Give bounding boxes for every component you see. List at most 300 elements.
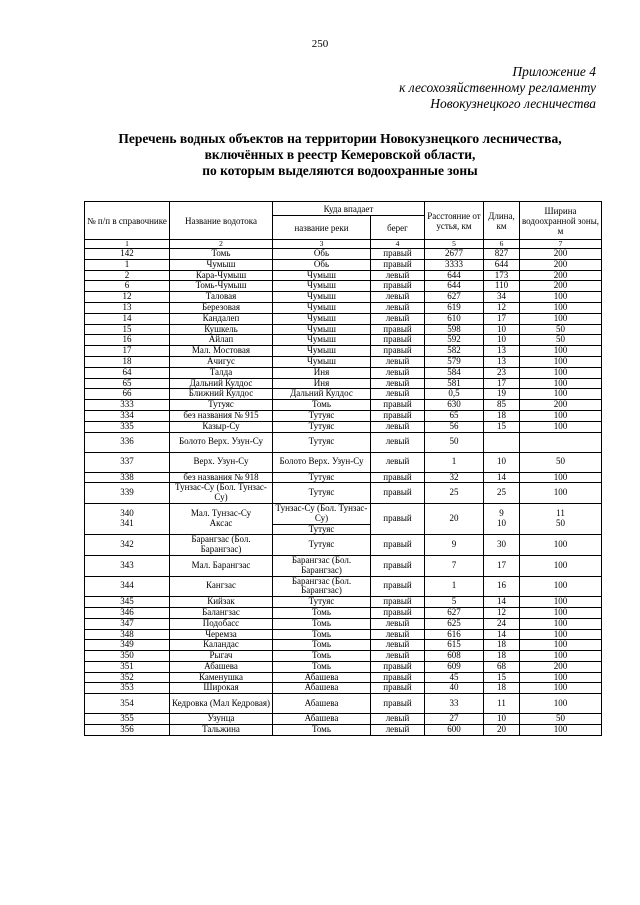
cell-num: 15 bbox=[85, 324, 170, 335]
cell-name: Ачигус bbox=[170, 356, 273, 367]
cell-name: Мал. Мостовая bbox=[170, 346, 273, 357]
cell-name: Балангзас bbox=[170, 607, 273, 618]
cell-bank: левый bbox=[371, 651, 425, 662]
table-row bbox=[85, 640, 602, 651]
appendix-line-2: к лесохозяйственному регламенту bbox=[399, 80, 596, 95]
cell-length: 13 bbox=[484, 346, 520, 357]
cell-distance: 584 bbox=[425, 367, 484, 378]
cell-name: Узунца bbox=[170, 714, 273, 725]
cell-bank: левый bbox=[371, 618, 425, 629]
cell-length: 10 bbox=[484, 335, 520, 346]
cell-bank: правый bbox=[371, 607, 425, 618]
cell-num: 351 bbox=[85, 661, 170, 672]
cell-river: Тутуяс bbox=[273, 483, 371, 504]
cell-length: 19 bbox=[484, 389, 520, 400]
cell-length: 15 bbox=[484, 672, 520, 683]
cell-bank: правый bbox=[371, 483, 425, 504]
cell-length: 30 bbox=[484, 535, 520, 556]
cell-length: 12 bbox=[484, 607, 520, 618]
cell-length: 14 bbox=[484, 629, 520, 640]
cell-length: 16 bbox=[484, 576, 520, 597]
table-row bbox=[85, 389, 602, 400]
cell-river: Дальний Кулдос bbox=[273, 389, 371, 400]
cell-river: Томь bbox=[273, 400, 371, 411]
cell-width: 100 bbox=[520, 694, 602, 714]
col-number: 6 bbox=[484, 240, 520, 249]
cell-distance: 33 bbox=[425, 694, 484, 714]
cell-bank: правый bbox=[371, 335, 425, 346]
cell-num: 1 bbox=[85, 259, 170, 270]
cell-bank: правый bbox=[371, 503, 425, 534]
cell-width: 100 bbox=[520, 640, 602, 651]
cell-bank: правый bbox=[371, 555, 425, 576]
cell-name: Кангзас bbox=[170, 576, 273, 597]
cell-name: Таловая bbox=[170, 292, 273, 303]
cell-bank: правый bbox=[371, 346, 425, 357]
table-row bbox=[85, 503, 602, 524]
cell-num-b: 341 bbox=[120, 518, 134, 529]
cell-river: Томь bbox=[273, 618, 371, 629]
cell-name: Каландас bbox=[170, 640, 273, 651]
cell-river: Чумыш bbox=[273, 270, 371, 281]
cell-length: 11 bbox=[484, 694, 520, 714]
col-number: 2 bbox=[170, 240, 273, 249]
cell-width bbox=[520, 503, 602, 534]
table-row bbox=[85, 356, 602, 367]
cell-width: 100 bbox=[520, 672, 602, 683]
table-row bbox=[85, 410, 602, 421]
cell-bank: левый bbox=[371, 302, 425, 313]
cell-num: 347 bbox=[85, 618, 170, 629]
cell-name: Казыр-Су bbox=[170, 421, 273, 432]
cell-distance: 56 bbox=[425, 421, 484, 432]
cell-length: 14 bbox=[484, 597, 520, 608]
header-length: Длина, км bbox=[484, 202, 520, 240]
table-row bbox=[85, 725, 602, 736]
cell-distance: 7 bbox=[425, 555, 484, 576]
cell-width: 200 bbox=[520, 661, 602, 672]
cell-length bbox=[484, 503, 520, 534]
cell-length: 20 bbox=[484, 725, 520, 736]
cell-bank: левый bbox=[371, 640, 425, 651]
cell-name: Чумыш bbox=[170, 259, 273, 270]
cell-river: Тунзас-Су (Бол. Тунзас-Су) bbox=[273, 503, 371, 524]
title-line-1: Перечень водных объектов на территории Новокузнецкого лесничества, bbox=[118, 131, 562, 146]
cell-length: 13 bbox=[484, 356, 520, 367]
cell-bank: правый bbox=[371, 576, 425, 597]
cell-name-b: Аксас bbox=[209, 518, 233, 529]
cell-name: Кандалеп bbox=[170, 313, 273, 324]
cell-bank: правый bbox=[371, 249, 425, 260]
cell-bank: левый bbox=[371, 270, 425, 281]
cell-width: 100 bbox=[520, 725, 602, 736]
cell-num bbox=[85, 503, 170, 534]
cell-river: Барангзас (Бол. Барангзас) bbox=[273, 576, 371, 597]
table-row bbox=[85, 694, 602, 714]
cell-length: 12 bbox=[484, 302, 520, 313]
cell-distance: 65 bbox=[425, 410, 484, 421]
table-row bbox=[85, 576, 602, 597]
cell-distance: 608 bbox=[425, 651, 484, 662]
cell-name: Рыгач bbox=[170, 651, 273, 662]
cell-length: 18 bbox=[484, 651, 520, 662]
cell-width: 100 bbox=[520, 629, 602, 640]
cell-width: 100 bbox=[520, 292, 602, 303]
table-row bbox=[85, 597, 602, 608]
header-river: название реки bbox=[273, 216, 371, 240]
cell-distance: 1 bbox=[425, 576, 484, 597]
cell-river: Чумыш bbox=[273, 292, 371, 303]
cell-name: Томь bbox=[170, 249, 273, 260]
col-number: 1 bbox=[85, 240, 170, 249]
cell-bank: левый bbox=[371, 389, 425, 400]
cell-bank: правый bbox=[371, 281, 425, 292]
cell-width-a: 11 bbox=[556, 508, 565, 519]
cell-num: 18 bbox=[85, 356, 170, 367]
table-row bbox=[85, 618, 602, 629]
table-body-second bbox=[85, 535, 602, 736]
cell-bank: левый bbox=[371, 629, 425, 640]
cell-name: Каменушка bbox=[170, 672, 273, 683]
cell-distance: 45 bbox=[425, 672, 484, 683]
cell-bank: левый bbox=[371, 313, 425, 324]
table-row bbox=[85, 535, 602, 556]
cell-distance: 644 bbox=[425, 281, 484, 292]
cell-width: 200 bbox=[520, 249, 602, 260]
cell-num: 334 bbox=[85, 410, 170, 421]
table-row bbox=[85, 259, 602, 270]
cell-name: Айлап bbox=[170, 335, 273, 346]
cell-length: 18 bbox=[484, 410, 520, 421]
cell-bank: левый bbox=[371, 378, 425, 389]
cell-distance: 2677 bbox=[425, 249, 484, 260]
cell-num: 339 bbox=[85, 483, 170, 504]
cell-width: 100 bbox=[520, 555, 602, 576]
cell-num: 336 bbox=[85, 432, 170, 452]
cell-bank: правый bbox=[371, 410, 425, 421]
cell-distance: 600 bbox=[425, 725, 484, 736]
cell-num: 13 bbox=[85, 302, 170, 313]
col-number: 7 bbox=[520, 240, 602, 249]
table-row bbox=[85, 661, 602, 672]
table-row bbox=[85, 249, 602, 260]
cell-bank: левый bbox=[371, 714, 425, 725]
cell-num: 337 bbox=[85, 452, 170, 472]
cell-river: Тутуяс bbox=[273, 524, 371, 535]
table-row bbox=[85, 281, 602, 292]
cell-length: 68 bbox=[484, 661, 520, 672]
cell-name: Томь-Чумыш bbox=[170, 281, 273, 292]
cell-length: 18 bbox=[484, 640, 520, 651]
cell-distance: 40 bbox=[425, 683, 484, 694]
cell-num: 353 bbox=[85, 683, 170, 694]
cell-length: 10 bbox=[484, 452, 520, 472]
cell-length-b: 10 bbox=[497, 518, 506, 529]
cell-distance: 619 bbox=[425, 302, 484, 313]
cell-width bbox=[520, 432, 602, 452]
cell-river: Чумыш bbox=[273, 356, 371, 367]
cell-bank: правый bbox=[371, 535, 425, 556]
cell-num: 346 bbox=[85, 607, 170, 618]
cell-name: Мал. Барангзас bbox=[170, 555, 273, 576]
cell-length: 25 bbox=[484, 483, 520, 504]
cell-distance: 598 bbox=[425, 324, 484, 335]
cell-name: Ближний Кулдос bbox=[170, 389, 273, 400]
cell-name: Барангзас (Бол. Барангзас) bbox=[170, 535, 273, 556]
cell-bank: правый bbox=[371, 683, 425, 694]
cell-width: 100 bbox=[520, 597, 602, 608]
table-row bbox=[85, 346, 602, 357]
cell-num: 64 bbox=[85, 367, 170, 378]
cell-river: Абашева bbox=[273, 672, 371, 683]
cell-bank: левый bbox=[371, 432, 425, 452]
cell-length: 18 bbox=[484, 683, 520, 694]
cell-distance: 644 bbox=[425, 270, 484, 281]
col-number: 4 bbox=[371, 240, 425, 249]
cell-name: Болото Верх. Узун-Су bbox=[170, 432, 273, 452]
cell-distance: 25 bbox=[425, 483, 484, 504]
cell-bank: правый bbox=[371, 597, 425, 608]
cell-num: 343 bbox=[85, 555, 170, 576]
cell-river: Томь bbox=[273, 640, 371, 651]
cell-river: Тутуяс bbox=[273, 432, 371, 452]
table-row bbox=[85, 432, 602, 452]
col-number: 3 bbox=[273, 240, 371, 249]
cell-width: 100 bbox=[520, 302, 602, 313]
cell-name: без названия № 915 bbox=[170, 410, 273, 421]
cell-length: 34 bbox=[484, 292, 520, 303]
cell-distance: 610 bbox=[425, 313, 484, 324]
header-width: Ширина водоохранной зоны, м bbox=[520, 202, 602, 240]
cell-distance: 579 bbox=[425, 356, 484, 367]
water-objects-table bbox=[84, 201, 602, 736]
document-title bbox=[60, 131, 620, 179]
table-row bbox=[85, 651, 602, 662]
cell-length: 10 bbox=[484, 324, 520, 335]
cell-width: 100 bbox=[520, 346, 602, 357]
cell-distance: 582 bbox=[425, 346, 484, 357]
cell-river: Иня bbox=[273, 367, 371, 378]
cell-bank: левый bbox=[371, 367, 425, 378]
cell-river: Томь bbox=[273, 661, 371, 672]
cell-name: Березовая bbox=[170, 302, 273, 313]
cell-length: 85 bbox=[484, 400, 520, 411]
cell-width: 50 bbox=[520, 714, 602, 725]
cell-num: 2 bbox=[85, 270, 170, 281]
cell-width: 100 bbox=[520, 367, 602, 378]
cell-width: 100 bbox=[520, 683, 602, 694]
cell-name: Тунзас-Су (Бол. Тунзас-Су) bbox=[170, 483, 273, 504]
cell-width: 50 bbox=[520, 324, 602, 335]
cell-distance: 3333 bbox=[425, 259, 484, 270]
cell-num: 333 bbox=[85, 400, 170, 411]
cell-num: 14 bbox=[85, 313, 170, 324]
cell-length: 17 bbox=[484, 378, 520, 389]
cell-distance: 9 bbox=[425, 535, 484, 556]
cell-river: Чумыш bbox=[273, 313, 371, 324]
cell-bank: правый bbox=[371, 472, 425, 483]
table-row bbox=[85, 672, 602, 683]
cell-width: 100 bbox=[520, 410, 602, 421]
header-distance: Расстояние от устья, км bbox=[425, 202, 484, 240]
cell-distance: 627 bbox=[425, 292, 484, 303]
cell-length: 644 bbox=[484, 259, 520, 270]
cell-width: 100 bbox=[520, 483, 602, 504]
cell-num: 142 bbox=[85, 249, 170, 260]
cell-width: 100 bbox=[520, 389, 602, 400]
cell-distance: 616 bbox=[425, 629, 484, 640]
cell-width: 100 bbox=[520, 576, 602, 597]
cell-river: Абашева bbox=[273, 714, 371, 725]
cell-name: Верх. Узун-Су bbox=[170, 452, 273, 472]
cell-width: 100 bbox=[520, 356, 602, 367]
title-line-2: включённых в реестр Кемеровской области, bbox=[204, 147, 476, 162]
cell-width: 100 bbox=[520, 607, 602, 618]
col-number: 5 bbox=[425, 240, 484, 249]
title-line-3: по которым выделяются водоохранные зоны bbox=[202, 163, 478, 178]
cell-bank: левый bbox=[371, 292, 425, 303]
cell-num: 354 bbox=[85, 694, 170, 714]
cell-distance: 625 bbox=[425, 618, 484, 629]
cell-name: Тутуяс bbox=[170, 400, 273, 411]
cell-num: 342 bbox=[85, 535, 170, 556]
cell-river: Абашева bbox=[273, 694, 371, 714]
cell-bank: левый bbox=[371, 725, 425, 736]
cell-bank: правый bbox=[371, 661, 425, 672]
appendix-line-3: Новокузнецкого лесничества bbox=[430, 96, 596, 111]
cell-river: Тутуяс bbox=[273, 472, 371, 483]
cell-distance: 32 bbox=[425, 472, 484, 483]
cell-name: Талда bbox=[170, 367, 273, 378]
cell-length: 17 bbox=[484, 313, 520, 324]
cell-name: Кедровка (Мал Кедровая) bbox=[170, 694, 273, 714]
table-row bbox=[85, 629, 602, 640]
cell-length: 10 bbox=[484, 714, 520, 725]
cell-length bbox=[484, 432, 520, 452]
table-body-first bbox=[85, 249, 602, 504]
appendix-line-1: Приложение 4 bbox=[512, 64, 596, 79]
column-number-row bbox=[85, 240, 602, 249]
table-body-combined bbox=[85, 503, 602, 534]
cell-distance: 50 bbox=[425, 432, 484, 452]
cell-length: 15 bbox=[484, 421, 520, 432]
cell-river: Обь bbox=[273, 259, 371, 270]
header-bank: берег bbox=[371, 216, 425, 240]
cell-name: Широкая bbox=[170, 683, 273, 694]
cell-num: 356 bbox=[85, 725, 170, 736]
cell-num: 65 bbox=[85, 378, 170, 389]
cell-name: без названия № 918 bbox=[170, 472, 273, 483]
cell-num: 338 bbox=[85, 472, 170, 483]
cell-width: 200 bbox=[520, 400, 602, 411]
cell-river: Чумыш bbox=[273, 324, 371, 335]
cell-width: 50 bbox=[520, 335, 602, 346]
cell-name: Тальжина bbox=[170, 725, 273, 736]
cell-distance: 615 bbox=[425, 640, 484, 651]
cell-length: 110 bbox=[484, 281, 520, 292]
cell-width: 100 bbox=[520, 421, 602, 432]
table-row bbox=[85, 400, 602, 411]
cell-width: 200 bbox=[520, 270, 602, 281]
table-row bbox=[85, 292, 602, 303]
cell-num: 66 bbox=[85, 389, 170, 400]
cell-length: 23 bbox=[484, 367, 520, 378]
cell-length: 827 bbox=[484, 249, 520, 260]
cell-river: Обь bbox=[273, 249, 371, 260]
cell-river: Чумыш bbox=[273, 281, 371, 292]
cell-river: Чумыш bbox=[273, 346, 371, 357]
cell-width: 200 bbox=[520, 259, 602, 270]
cell-width: 100 bbox=[520, 378, 602, 389]
cell-river: Чумыш bbox=[273, 335, 371, 346]
table-row bbox=[85, 555, 602, 576]
table-row bbox=[85, 335, 602, 346]
table-row bbox=[85, 452, 602, 472]
cell-width: 100 bbox=[520, 618, 602, 629]
cell-num: 349 bbox=[85, 640, 170, 651]
table-row bbox=[85, 302, 602, 313]
cell-num-a: 340 bbox=[120, 508, 134, 519]
cell-num: 348 bbox=[85, 629, 170, 640]
cell-length-a: 9 bbox=[499, 508, 504, 519]
table-row bbox=[85, 683, 602, 694]
cell-distance: 1 bbox=[425, 452, 484, 472]
cell-river: Абашева bbox=[273, 683, 371, 694]
table-row bbox=[85, 367, 602, 378]
header-flows-into: Куда впадает bbox=[273, 202, 425, 216]
cell-num: 350 bbox=[85, 651, 170, 662]
cell-distance: 27 bbox=[425, 714, 484, 725]
cell-river: Тутуяс bbox=[273, 421, 371, 432]
cell-distance: 630 bbox=[425, 400, 484, 411]
cell-river: Тутуяс bbox=[273, 597, 371, 608]
cell-name: Дальний Кулдос bbox=[170, 378, 273, 389]
cell-name bbox=[170, 503, 273, 534]
cell-bank: правый bbox=[371, 400, 425, 411]
cell-name: Подобасс bbox=[170, 618, 273, 629]
cell-name: Кара-Чумыш bbox=[170, 270, 273, 281]
cell-distance: 627 bbox=[425, 607, 484, 618]
cell-bank: правый bbox=[371, 672, 425, 683]
cell-bank: правый bbox=[371, 324, 425, 335]
cell-name: Кушкель bbox=[170, 324, 273, 335]
cell-river: Иня bbox=[273, 378, 371, 389]
cell-distance: 0,5 bbox=[425, 389, 484, 400]
cell-river: Барангзас (Бол. Барангзас) bbox=[273, 555, 371, 576]
cell-distance: 5 bbox=[425, 597, 484, 608]
table-row bbox=[85, 607, 602, 618]
cell-bank: левый bbox=[371, 452, 425, 472]
cell-num: 352 bbox=[85, 672, 170, 683]
header-row-1 bbox=[85, 202, 602, 216]
cell-river: Чумыш bbox=[273, 302, 371, 313]
table-row bbox=[85, 714, 602, 725]
table-row bbox=[85, 270, 602, 281]
cell-river: Томь bbox=[273, 629, 371, 640]
cell-width: 50 bbox=[520, 452, 602, 472]
cell-distance: 592 bbox=[425, 335, 484, 346]
table-row bbox=[85, 472, 602, 483]
cell-bank: левый bbox=[371, 356, 425, 367]
header-name: Название водотока bbox=[170, 202, 273, 240]
cell-bank: левый bbox=[371, 421, 425, 432]
cell-length: 173 bbox=[484, 270, 520, 281]
cell-num: 335 bbox=[85, 421, 170, 432]
table-row bbox=[85, 378, 602, 389]
cell-river: Томь bbox=[273, 651, 371, 662]
cell-distance: 609 bbox=[425, 661, 484, 672]
cell-width-b: 50 bbox=[556, 518, 565, 529]
